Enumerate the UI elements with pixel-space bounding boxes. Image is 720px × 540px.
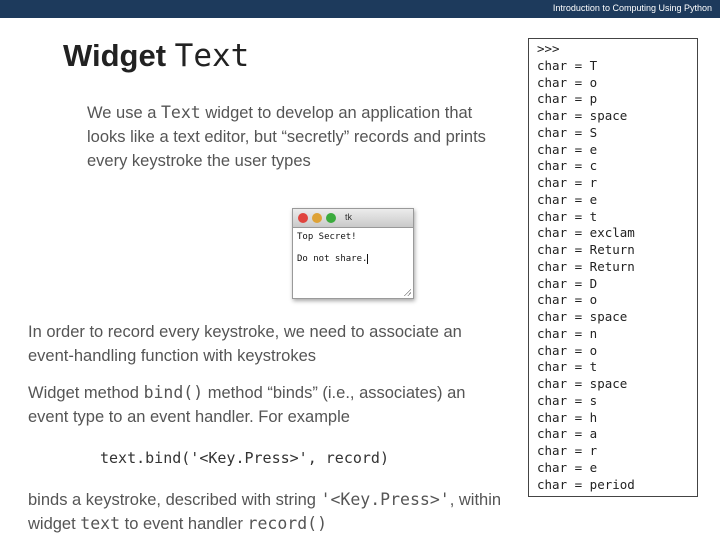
output-line: char = Return	[537, 242, 635, 257]
intro-text-b: widget to develop an application that looks like a text editor, but “secretly” records and prints every keystroke the user types	[87, 104, 486, 170]
output-line: char = e	[537, 191, 598, 207]
paragraph-bind-method	[28, 381, 508, 429]
para2-text-b: method “binds” (i.e., associates) an event type to an event handler. For example	[28, 384, 466, 426]
output-line: char = period	[537, 476, 635, 492]
para2-text-a: Widget method	[28, 384, 144, 402]
para2-code: bind()	[143, 383, 204, 402]
output-line: char = S	[537, 124, 598, 140]
output-line: char = e	[537, 459, 598, 475]
output-line: char = space	[537, 309, 628, 324]
slide-title	[63, 38, 249, 74]
para3-code-2: text	[80, 514, 121, 533]
para3-code-3: record()	[247, 514, 328, 533]
title-word: Widget	[63, 38, 167, 73]
output-line: char = Return	[537, 258, 635, 274]
output-line: char = D	[537, 275, 598, 291]
para3-text-a: binds a keystroke, described with string	[28, 491, 321, 509]
output-line: char = r	[537, 443, 598, 458]
output-line: char = p	[537, 91, 598, 107]
output-line: char = c	[537, 158, 598, 174]
shell-prompt: >>>	[537, 41, 560, 56]
output-line: char = e	[537, 141, 598, 157]
output-line: char = space	[537, 108, 628, 123]
paragraph-binds-keystroke	[28, 488, 508, 536]
code-example: text.bind('<Key.Press>', record)	[100, 449, 389, 467]
output-line: char = a	[537, 426, 598, 442]
output-line: char = o	[537, 292, 598, 308]
text-cursor	[367, 254, 368, 264]
output-line: char = T	[537, 57, 598, 73]
output-line: char = o	[537, 342, 598, 358]
minimize-icon	[312, 213, 322, 223]
output-line: char = s	[537, 392, 598, 408]
output-line: char = h	[537, 409, 598, 425]
para3-code-1: '<Key.Press>'	[320, 490, 450, 509]
output-line: char = exclam	[537, 225, 635, 241]
output-lines	[537, 58, 697, 494]
window-title: tk	[345, 212, 353, 222]
paragraph-event-handling: In order to record every keystroke, we need to associate an event-handling function with keystrokes	[28, 323, 462, 365]
output-line: char = t	[537, 359, 598, 375]
course-title: Introduction to Computing Using Python	[552, 3, 712, 13]
intro-text-a: We use a	[87, 104, 161, 122]
shell-output-panel	[528, 38, 698, 497]
text-line-1: Top Secret!	[297, 232, 357, 242]
text-widget-area	[297, 231, 409, 294]
output-line: char = space	[537, 376, 628, 391]
close-icon	[298, 213, 308, 223]
output-line: char = t	[537, 208, 598, 224]
para3-text-b: , within widget	[28, 491, 502, 533]
window-titlebar	[293, 209, 413, 228]
intro-code: Text	[160, 103, 201, 122]
output-line: char = o	[537, 74, 598, 90]
tk-window-screenshot	[292, 208, 414, 299]
zoom-icon	[326, 213, 336, 223]
intro-paragraph	[87, 101, 507, 173]
title-code: Text	[174, 38, 250, 74]
para3-text-c: to event handler	[120, 515, 248, 533]
text-line-2-wrapper	[297, 253, 409, 265]
header-bar	[0, 0, 720, 18]
text-line-2: Do not share.	[297, 254, 368, 264]
output-line: char = n	[537, 325, 598, 341]
resize-grip-icon	[403, 288, 411, 296]
output-line: char = r	[537, 175, 598, 190]
